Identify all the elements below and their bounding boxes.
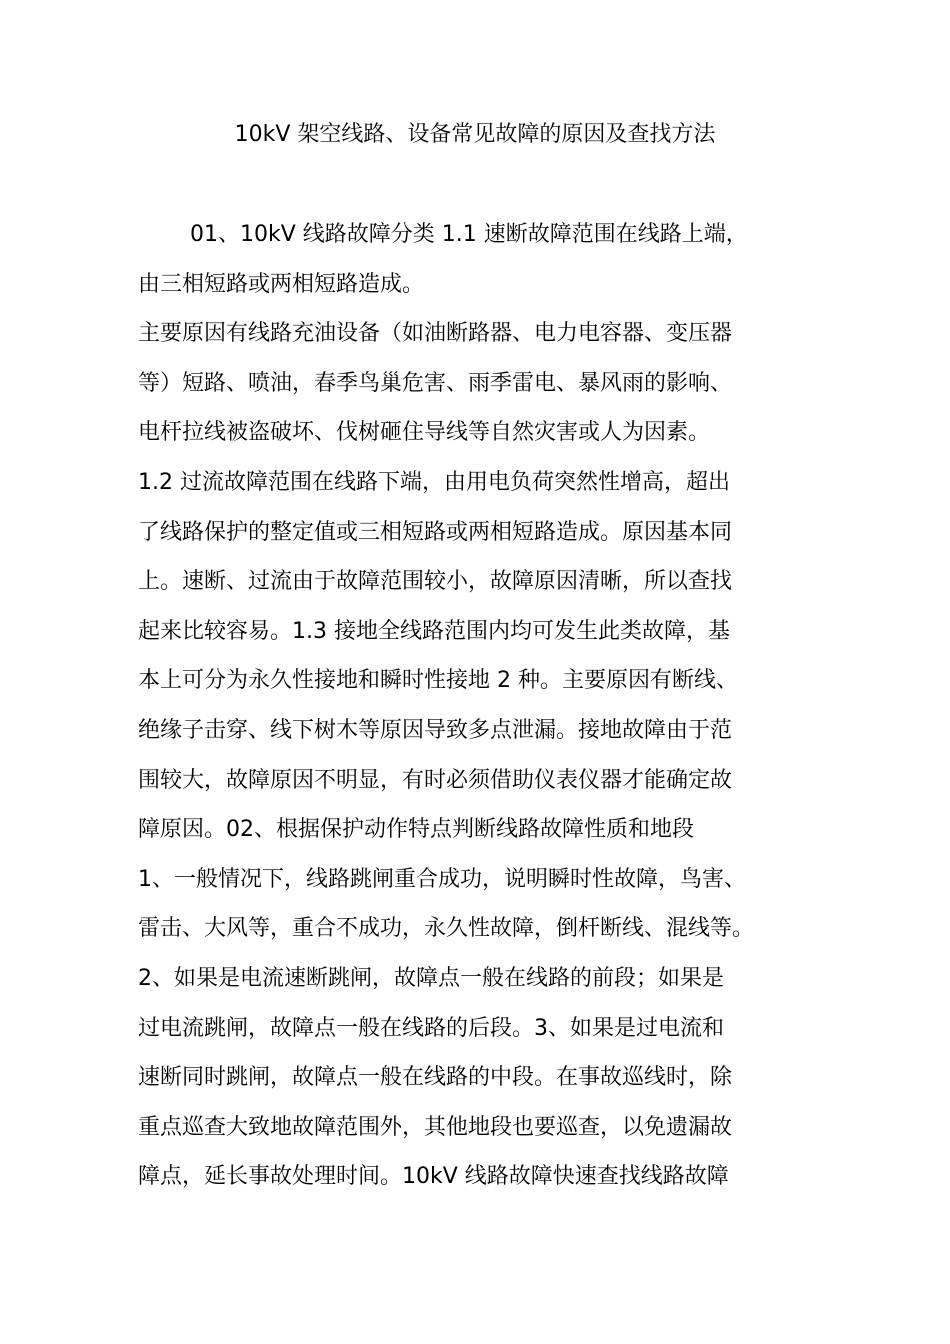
paragraph-line: 上。速断、过流由于故障范围较小，故障原因清晰，所以查找 bbox=[138, 569, 733, 595]
paragraph-line: 电杆拉线被盗破坏、伐树砸住导线等自然灾害或人为因素。 bbox=[138, 420, 711, 446]
paragraph-line: 围较大，故障原因不明显，有时必须借助仪表仪器才能确定故 bbox=[138, 767, 733, 793]
paragraph-line: 起来比较容易。1.3 接地全线路范围内均可发生此类故障，基 bbox=[138, 618, 730, 644]
paragraph-line: 障点，延长事故处理时间。10kV 线路故障快速查找线路故障 bbox=[138, 1164, 729, 1190]
paragraph-line: 障原因。02、根据保护动作特点判断线路故障性质和地段 bbox=[138, 817, 694, 843]
paragraph-line: 1.2 过流故障范围在线路下端，由用电负荷突然性增高，超出 bbox=[138, 469, 730, 495]
document-body bbox=[138, 210, 828, 1202]
document-title: 10kV 架空线路、设备常见故障的原因及查找方法 bbox=[234, 122, 716, 147]
paragraph-line: 由三相短路或两相短路造成。 bbox=[138, 271, 425, 297]
paragraph-line: 绝缘子击穿、线下树木等原因导致多点泄漏。接地故障由于范 bbox=[138, 717, 733, 743]
paragraph-line: 主要原因有线路充油设备（如油断路器、电力电容器、变压器 bbox=[138, 321, 733, 347]
paragraph-line: 过电流跳闸，故障点一般在线路的后段。3、如果是过电流和 bbox=[138, 1015, 724, 1041]
paragraph-line: 1、一般情况下，线路跳闸重合成功，说明瞬时性故障，鸟害、 bbox=[138, 866, 746, 892]
paragraph-line: 速断同时跳闸，故障点一般在线路的中段。在事故巡线时，除 bbox=[138, 1065, 733, 1091]
paragraph-line: 01、10kV 线路故障分类 1.1 速断故障范围在线路上端， bbox=[190, 222, 748, 247]
paragraph-line: 等）短路、喷油，春季鸟巢危害、雨季雷电、暴风雨的影响、 bbox=[138, 370, 733, 396]
paragraph-line: 重点巡查大致地故障范围外，其他地段也要巡查，以免遗漏故 bbox=[138, 1114, 733, 1140]
paragraph-line: 本上可分为永久性接地和瞬时性接地 2 种。主要原因有断线、 bbox=[138, 668, 738, 694]
paragraph-line: 了线路保护的整定值或三相短路或两相短路造成。原因基本同 bbox=[138, 519, 733, 545]
paragraph-line: 雷击、大风等，重合不成功，永久性故障，倒杆断线、混线等。 bbox=[138, 916, 755, 942]
paragraph-line: 2、如果是电流速断跳闸，故障点一般在线路的前段；如果是 bbox=[138, 965, 724, 991]
